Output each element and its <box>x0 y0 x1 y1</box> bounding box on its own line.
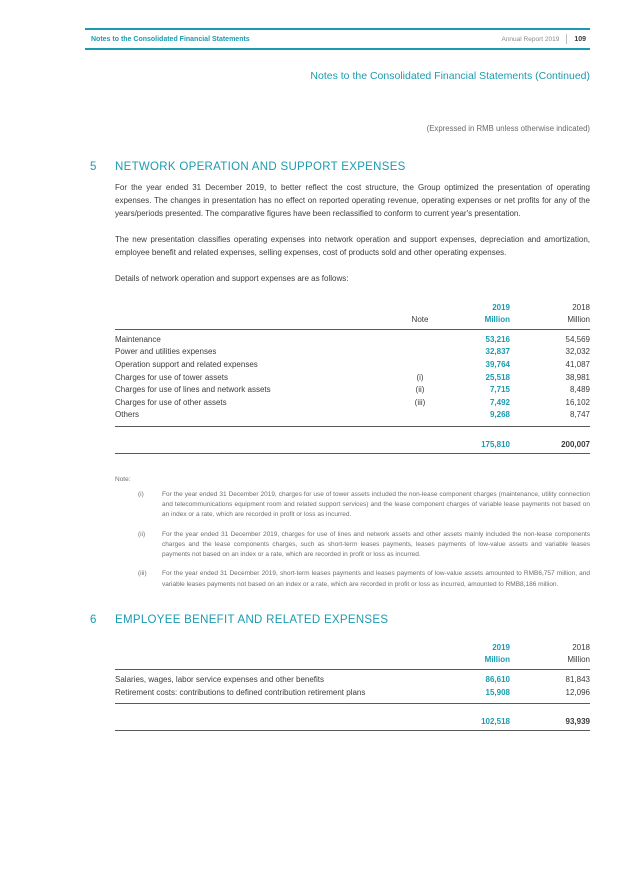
row-value-2018: 38,981 <box>565 372 590 382</box>
row-label: Others <box>115 410 140 420</box>
row-value-2019: 39,764 <box>485 359 510 369</box>
section-6-body <box>115 642 590 731</box>
table-body <box>115 670 590 704</box>
column-2018: 2018 <box>572 643 590 652</box>
row-value-2018: 41,087 <box>565 359 590 369</box>
page-number: 109 <box>574 35 586 43</box>
running-header-title: Notes to the Consolidated Financial Statements <box>91 35 250 43</box>
footnote-item <box>138 530 590 561</box>
column-2018: 2018 <box>572 302 590 312</box>
row-value-2019: 9,268 <box>489 410 510 420</box>
column-2019: 2019 <box>492 643 510 652</box>
column-2019-unit: Million <box>484 314 510 324</box>
document-title: Notes to the Consolidated Financial Statements (Continued) <box>310 70 590 82</box>
row-value-2018: 32,032 <box>565 347 590 357</box>
running-header <box>85 28 590 50</box>
column-2018-unit: Million <box>567 655 590 664</box>
footnote-number: (ii) <box>138 530 146 538</box>
column-2018-unit: Million <box>567 314 590 324</box>
row-label: Operation support and related expenses <box>115 359 258 369</box>
table-row <box>115 384 590 397</box>
footnotes-label: Note: <box>115 475 131 483</box>
table-row <box>115 334 590 347</box>
paragraph: The new presentation classifies operating expenses into network operation and support expenses, depreciation and amortization, employee benefit and related expenses, selling expenses, cost of products sold and other operating expenses. <box>115 234 590 257</box>
row-value-2018: 54,569 <box>565 334 590 344</box>
row-value-2019: 7,492 <box>489 397 510 407</box>
row-label: Retirement costs: contributions to defined contribution retirement plans <box>115 687 366 697</box>
footnote-number: (iii) <box>138 570 147 578</box>
row-note-ref: (ii) <box>415 385 425 395</box>
table-total <box>115 704 590 731</box>
section-6-heading <box>90 614 590 626</box>
table-row <box>115 674 590 687</box>
footnotes <box>115 476 590 590</box>
table-body <box>115 330 590 427</box>
row-label: Maintenance <box>115 334 161 344</box>
row-note-ref: (i) <box>416 372 424 382</box>
row-value-2019: 7,715 <box>489 385 510 395</box>
footnote-text: For the year ended 31 December 2019, short-term leases payments and leases payments of low-value assets amounted to RMB6,757 million, and variable leases payments not based on an index or a rate, which are recorded in profit or loss as incurred, amounted to RMB8,186 million. <box>162 570 590 588</box>
network-expenses-table <box>115 302 590 454</box>
currency-note: (Expressed in RMB unless otherwise indicated) <box>426 124 590 133</box>
total-value-2019: 175,810 <box>481 439 510 449</box>
column-2019: 2019 <box>492 302 510 312</box>
footnote-number: (i) <box>138 490 144 498</box>
row-value-2019: 15,908 <box>485 687 510 697</box>
page-content <box>90 70 590 731</box>
row-note-ref: (iii) <box>414 397 426 407</box>
section-5-number: 5 <box>90 161 97 173</box>
row-value-2018: 8,489 <box>569 385 590 395</box>
column-2019-unit: Million <box>484 655 510 664</box>
footnote-item <box>138 490 590 521</box>
section-5-body <box>115 182 590 590</box>
row-value-2018: 16,102 <box>565 397 590 407</box>
section-5-title: NETWORK OPERATION AND SUPPORT EXPENSES <box>115 161 406 173</box>
table-row <box>115 372 590 385</box>
row-value-2019: 86,610 <box>485 675 510 684</box>
section-6-number: 6 <box>90 614 97 626</box>
row-value-2018: 12,096 <box>565 687 590 697</box>
employee-benefit-table <box>115 642 590 731</box>
row-value-2018: 8,747 <box>569 410 590 420</box>
table-header <box>115 642 590 670</box>
table-row <box>115 409 590 422</box>
row-value-2019: 25,518 <box>485 372 510 382</box>
header-divider <box>566 34 567 44</box>
table-row <box>115 359 590 372</box>
footnote-item <box>138 569 590 590</box>
section-6-title: EMPLOYEE BENEFIT AND RELATED EXPENSES <box>115 614 389 626</box>
row-label: Charges for use of lines and network assets <box>115 385 271 395</box>
row-value-2019: 32,837 <box>485 347 510 357</box>
row-label: Charges for use of other assets <box>115 397 227 407</box>
paragraph: For the year ended 31 December 2019, to better reflect the cost structure, the Group optimized the presentation of operating expenses. The changes in presentation has no effect on reported operating revenue, operating expenses or net profits for any of the years/periods presented. The comparative figures have been reclassified to conform to current year's presentation. <box>115 183 590 218</box>
table-header <box>115 302 590 330</box>
section-5-heading <box>90 161 590 173</box>
total-value-2019: 102,518 <box>481 717 510 727</box>
row-label: Charges for use of tower assets <box>115 372 228 382</box>
table-row <box>115 687 590 700</box>
row-value-2018: 81,843 <box>565 675 590 684</box>
table-row <box>115 346 590 359</box>
table-total <box>115 427 590 454</box>
row-value-2019: 53,216 <box>485 334 510 344</box>
footnote-text: For the year ended 31 December 2019, charges for use of tower assets included the non-lease component charges (maintenance, utility connection and telecommunications equipment room and related support services) and the lease component charges of variable lease payments not based on an index or a rate, which are recorded in profit or loss as incurred. <box>162 490 590 519</box>
total-value-2018: 93,939 <box>565 717 590 727</box>
column-note: Note <box>411 314 429 324</box>
table-row <box>115 397 590 410</box>
annual-report-label: Annual Report 2019 <box>501 35 560 43</box>
row-label: Salaries, wages, labor service expenses and other benefits <box>115 675 325 684</box>
paragraph: Details of network operation and support expenses are as follows: <box>115 273 349 283</box>
footnote-text: For the year ended 31 December 2019, charges for use of lines and network assets and other assets mainly included the non-lease components charges and the lease components charges, such as short-term leases payments, leases payments of low-value assets and variable leases payments not based on an index or a rate, which are recorded in profit or loss as incurred. <box>162 530 590 559</box>
running-header-right <box>501 34 588 44</box>
total-value-2018: 200,007 <box>561 439 590 449</box>
row-label: Power and utilities expenses <box>115 347 217 357</box>
